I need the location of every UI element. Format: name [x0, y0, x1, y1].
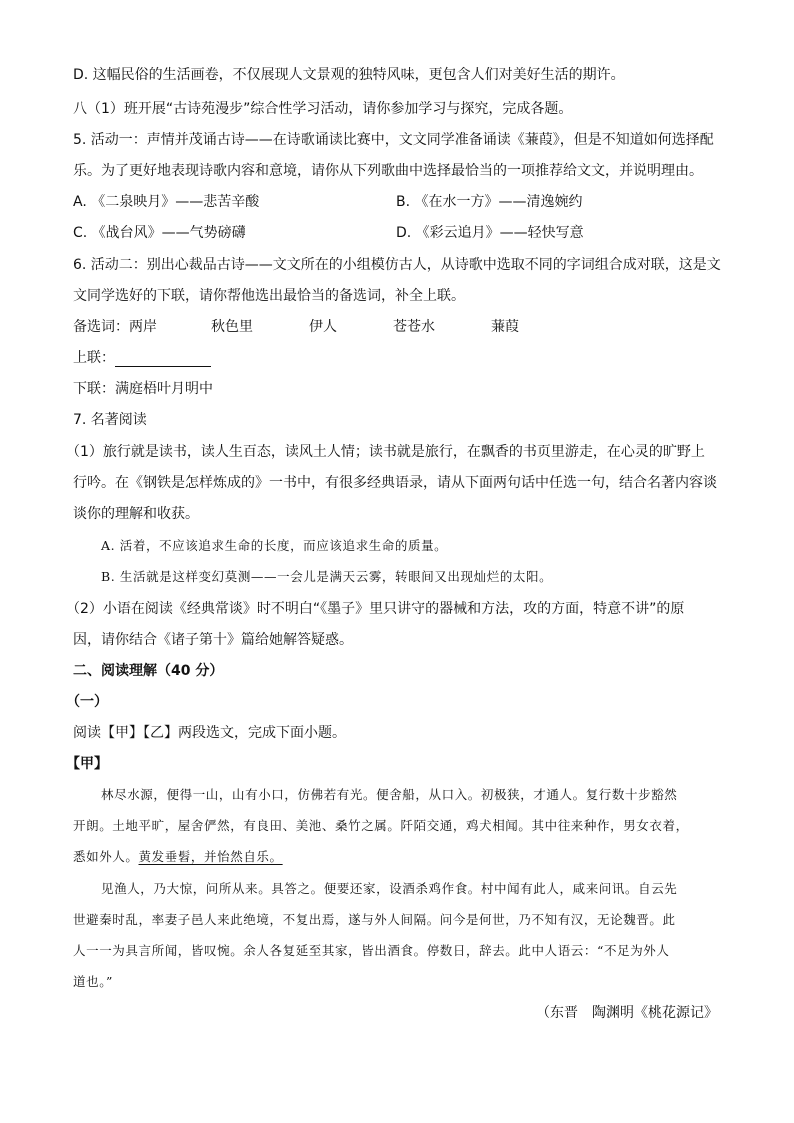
option-d-text: D. 这幅民俗的生活画卷，不仅展现人文景观的独特风味，更包含人们对美好生活的期许。: [73, 67, 625, 83]
passage-line-3-plain: 悉如外人。: [73, 849, 139, 864]
question-5-option-c: C. 《战台风》——气势磅礴: [73, 225, 246, 241]
upper-couplet-row: [73, 349, 211, 367]
underlined-sentence: 黄发垂髫，并怡然自乐。: [138, 849, 283, 864]
subsection-1-heading: （一）: [66, 694, 108, 710]
section-2-heading: 二、阅读理解（40 分）: [73, 663, 224, 679]
passage-line-1: 林尽水源，便得一山，山有小口，仿佛若有光。便舍船，从口入。初极狭，才通人。复行数十步豁然: [101, 787, 678, 802]
passage-line-6: 人一一为具言所闻，皆叹惋。余人各复延至其家，皆出酒食。停数日，辞去。此中人语云：“不足为外人: [73, 943, 670, 958]
activity-intro: 八（1）班开展“古诗苑漫步”综合性学习活动，请你参加学习与探究，完成各题。: [73, 101, 573, 117]
upper-couplet-blank: [115, 352, 211, 367]
question-5-option-a: A. 《二泉映月》——悲苦辛酸: [73, 194, 260, 210]
question-5-line-2: 乐。为了更好地表现诗歌内容和意境，请你从下列歌曲中选择最恰当的一项推荐给文文，并说明理由。: [73, 163, 703, 179]
passage-jia-label: 【甲】: [66, 756, 108, 772]
passage-line-2: 开朗。土地平旷，屋舍俨然，有良田、美池、桑竹之属。阡陌交通，鸡犬相闻。其中往来种作，男女衣着，: [73, 818, 689, 833]
candidate-word-3: 伊人: [309, 319, 337, 335]
question-7-1-line-3: 谈你的理解和收获。: [73, 506, 199, 522]
lower-couplet: 下联：满庭梧叶月明中: [73, 381, 213, 397]
question-5-option-d: D. 《彩云追月》——轻快写意: [396, 225, 584, 241]
passage-line-7: 道也。”: [73, 974, 114, 989]
candidate-words-label: 备选词：两岸: [73, 319, 157, 335]
candidate-word-2: 秋色里: [211, 319, 253, 335]
question-7-1-line-2: 行吟。在《钢铁是怎样炼成的》一书中，有很多经典语录，请从下面两句话中任选一句，结合名著内容谈: [73, 475, 717, 491]
upper-couplet-label: 上联：: [73, 350, 115, 366]
quote-option-b: B. 生活就是这样变幻莫测——一会儿是满天云雾，转眼间又出现灿烂的太阳。: [101, 569, 553, 584]
question-7-title: 7. 名著阅读: [73, 412, 147, 428]
candidate-word-4: 苍苍水: [393, 319, 435, 335]
question-6-line-1: 6. 活动二：别出心裁品古诗——文文所在的小组模仿古人，从诗歌中选取不同的字词组合成对联，这是文: [73, 257, 721, 273]
question-7-2-line-1: （2）小语在阅读《经典常谈》时不明白“《墨子》里只讲守的器械和方法，攻的方面，特意不讲”的原: [66, 601, 685, 617]
passage-source: （东晋 陶渊明《桃花源记》: [536, 1005, 718, 1021]
question-6-line-2: 文同学选好的下联，请你帮他选出最恰当的备选词，补全上联。: [73, 288, 465, 304]
passage-line-3: [73, 848, 283, 866]
question-5-option-b: B. 《在水一方》——清逸婉约: [396, 194, 583, 210]
passage-line-4: 见渔人，乃大惊，问所从来。具答之。便要还家，设酒杀鸡作食。村中闻有此人，咸来问讯。自云先: [101, 881, 678, 896]
candidate-word-5: 蒹葭: [491, 319, 519, 335]
question-7-2-line-2: 因，请你结合《诸子第十》篇给她解答疑惑。: [73, 632, 353, 648]
quote-option-a: A. 活着，不应该追求生命的长度，而应该追求生命的质量。: [101, 538, 448, 553]
passage-line-5: 世避秦时乱，率妻子邑人来此绝境，不复出焉，遂与外人间隔。问今是何世，乃不知有汉，无论魏晋。此: [73, 912, 676, 927]
question-5-line-1: 5. 活动一：声情并茂诵古诗——在诗歌诵读比赛中，文文同学准备诵读《蒹葭》，但是不知道如何选择配: [73, 132, 714, 148]
reading-instruction: 阅读【甲】【乙】两段选文，完成下面小题。: [73, 725, 346, 741]
question-7-1-line-1: （1）旅行就是读书，读人生百态，读风土人情；读书就是旅行，在飘香的书页里游走，在心灵的旷野上: [66, 444, 705, 460]
